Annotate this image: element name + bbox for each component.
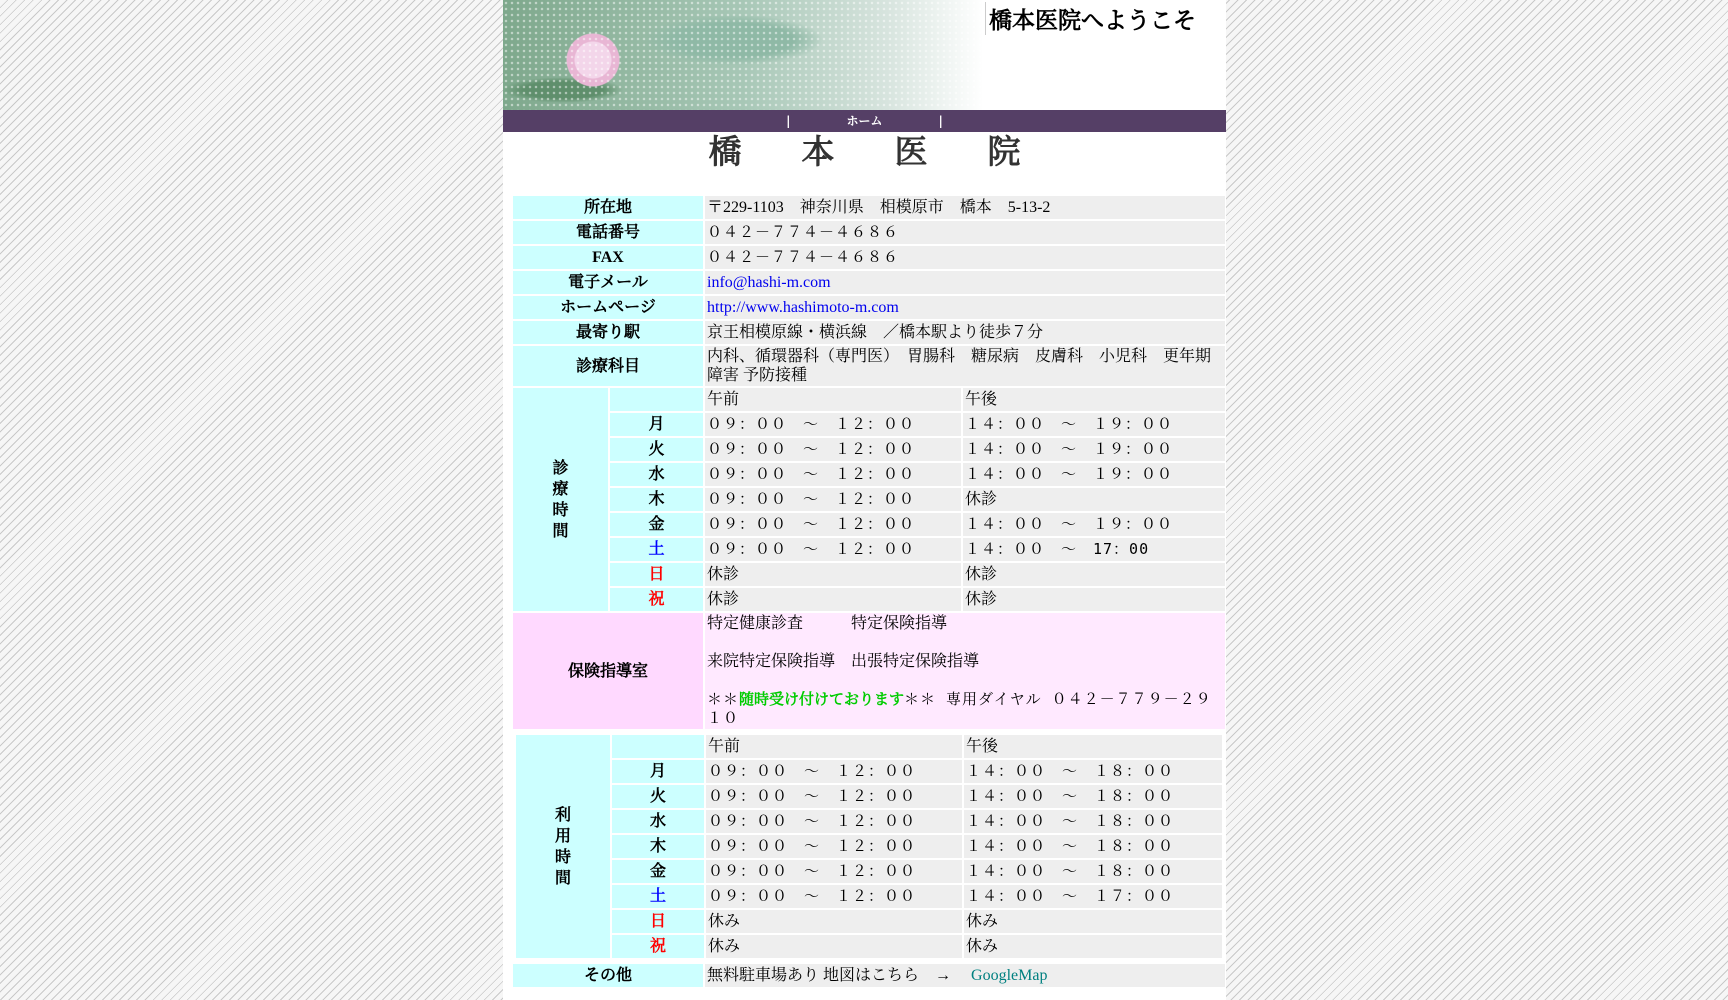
info-value xyxy=(705,271,1225,294)
table-row xyxy=(513,271,1225,294)
guidance-label: 保険指導室 xyxy=(513,613,703,729)
day-label: 月 xyxy=(612,760,704,783)
day-label: 土 xyxy=(612,885,704,908)
am-hours: ０９：００ ～ １２：００ xyxy=(705,513,961,536)
day-label: 木 xyxy=(612,835,704,858)
info-value: 京王相模原線・横浜線 ／橋本駅より徒歩７分 xyxy=(705,321,1225,344)
pm-hours: １４：００ ～ 17：00 xyxy=(963,538,1225,561)
table-row xyxy=(513,413,1225,436)
table-row xyxy=(516,885,1222,908)
table-row xyxy=(516,735,1222,758)
table-row xyxy=(513,346,1225,386)
pm-hours: １４：００ ～ １８：００ xyxy=(964,785,1222,808)
pm-hours: １４：００ ～ １９：００ xyxy=(963,413,1225,436)
day-label: 火 xyxy=(610,438,703,461)
pm-hours: 休み xyxy=(964,935,1222,958)
am-hours: ０９：００ ～ １２：００ xyxy=(706,835,962,858)
day-label: 祝 xyxy=(610,588,703,611)
googlemap-link[interactable]: GoogleMap xyxy=(971,967,1048,984)
info-value: 内科、循環器科（専門医） 胃腸科 糖尿病 皮膚科 小児科 更年期障害 予防接種 xyxy=(705,346,1225,386)
info-label: 電話番号 xyxy=(513,221,703,244)
day-label: 月 xyxy=(610,413,703,436)
parking-text: 無料駐車場あり 地図はこちら → xyxy=(707,967,952,984)
am-header: 午前 xyxy=(705,388,961,411)
guidance-line3 xyxy=(707,690,1223,728)
info-value: ０４２－７７４－４６８６ xyxy=(705,221,1225,244)
table-row xyxy=(516,785,1222,808)
info-value: ０４２－７７４－４６８６ xyxy=(705,246,1225,269)
table-row xyxy=(513,513,1225,536)
pm-hours: １４：００ ～ １７：００ xyxy=(964,885,1222,908)
day-header xyxy=(612,735,704,758)
table-row xyxy=(513,221,1225,244)
pm-hours: １４：００ ～ １９：００ xyxy=(963,513,1225,536)
pm-header: 午後 xyxy=(963,388,1225,411)
pm-hours: 休診 xyxy=(963,563,1225,586)
table-row xyxy=(513,613,1225,729)
guidance-line1: 特定健康診査 特定保険指導 xyxy=(707,615,948,632)
table-row xyxy=(516,835,1222,858)
info-label: FAX xyxy=(513,246,703,269)
day-label: 水 xyxy=(610,463,703,486)
am-hours: 休診 xyxy=(705,563,961,586)
am-hours: ０９：００ ～ １２：００ xyxy=(705,538,961,561)
am-hours: 休み xyxy=(706,935,962,958)
table-row xyxy=(513,296,1225,319)
pm-hours: 休み xyxy=(964,910,1222,933)
nav-home-link[interactable]: ホーム xyxy=(846,114,883,128)
homepage-link[interactable]: http://www.hashimoto-m.com xyxy=(707,299,899,316)
table-row xyxy=(513,563,1225,586)
table-row xyxy=(513,538,1225,561)
pm-hours: 休診 xyxy=(963,588,1225,611)
info-label: 電子メール xyxy=(513,271,703,294)
day-label: 水 xyxy=(612,810,704,833)
page-title: 橋本医院 xyxy=(708,132,1081,171)
day-label: 金 xyxy=(612,860,704,883)
table-row xyxy=(516,810,1222,833)
am-hours: 休み xyxy=(706,910,962,933)
email-link[interactable]: info@hashi-m.com xyxy=(707,274,831,291)
am-hours: ０９：００ ～ １２：００ xyxy=(705,413,961,436)
nav-bar xyxy=(503,110,1226,132)
am-hours: ０９：００ ～ １２：００ xyxy=(705,463,961,486)
other-table xyxy=(511,962,1227,989)
am-hours: ０９：００ ～ １２：００ xyxy=(705,438,961,461)
am-header: 午前 xyxy=(706,735,962,758)
table-row xyxy=(513,488,1225,511)
table-row xyxy=(516,935,1222,958)
day-label: 日 xyxy=(610,563,703,586)
guidance-line2: 来院特定保険指導 出張特定保険指導 xyxy=(707,653,980,670)
table-row xyxy=(513,246,1225,269)
am-hours: ０９：００ ～ １２：００ xyxy=(706,860,962,883)
welcome-heading: 橋本医院へようこそ xyxy=(985,2,1196,35)
info-label: 所在地 xyxy=(513,196,703,219)
table-row xyxy=(516,910,1222,933)
am-hours: 休診 xyxy=(705,588,961,611)
nav-separator: | xyxy=(786,114,791,128)
am-hours: ０９：００ ～ １２：００ xyxy=(706,885,962,908)
clinic-info-table xyxy=(511,194,1227,731)
day-label: 祝 xyxy=(612,935,704,958)
asterisks: ＊＊ xyxy=(707,690,740,708)
am-hours: ０９：００ ～ １２：００ xyxy=(705,488,961,511)
use-hours-label-text: 利用時間 xyxy=(555,806,572,887)
clinic-hours-label-text: 診療時間 xyxy=(552,459,569,540)
dial-number: ＊＊ 専用ダイヤル ０４２－７７９－２９１０ xyxy=(707,690,1212,727)
day-label: 木 xyxy=(610,488,703,511)
pm-header: 午後 xyxy=(964,735,1222,758)
day-label: 土 xyxy=(610,538,703,561)
day-label: 日 xyxy=(612,910,704,933)
other-label: その他 xyxy=(513,964,703,987)
nav-separator: | xyxy=(938,114,943,128)
table-row xyxy=(513,588,1225,611)
table-row xyxy=(513,321,1225,344)
info-label: ホームページ xyxy=(513,296,703,319)
header-banner xyxy=(503,0,1226,110)
table-row xyxy=(513,438,1225,461)
clinic-hours-label xyxy=(513,388,608,611)
pm-hours: １４：００ ～ １８：００ xyxy=(964,860,1222,883)
table-row xyxy=(513,463,1225,486)
pm-hours: １４：００ ～ １９：００ xyxy=(963,463,1225,486)
info-value: 〒229-1103 神奈川県 相模原市 橋本 5-13-2 xyxy=(705,196,1225,219)
page xyxy=(503,0,1226,1000)
day-label: 金 xyxy=(610,513,703,536)
day-header xyxy=(610,388,703,411)
pm-hours: １４：００ ～ １８：００ xyxy=(964,810,1222,833)
table-row xyxy=(516,760,1222,783)
table-row xyxy=(513,388,1225,411)
pm-hours: 休診 xyxy=(963,488,1225,511)
guidance-value xyxy=(705,613,1225,729)
pm-hours: １４：００ ～ １９：００ xyxy=(963,438,1225,461)
info-label: 診療科目 xyxy=(513,346,703,386)
am-hours: ０９：００ ～ １２：００ xyxy=(706,810,962,833)
am-hours: ０９：００ ～ １２：００ xyxy=(706,760,962,783)
table-row xyxy=(513,964,1225,987)
other-value xyxy=(705,964,1225,987)
pm-hours: １４：００ ～ １８：００ xyxy=(964,760,1222,783)
use-hours-table xyxy=(514,733,1224,960)
info-value xyxy=(705,296,1225,319)
lotus-banner-image xyxy=(503,0,983,110)
pm-hours: １４：００ ～ １８：００ xyxy=(964,835,1222,858)
accepting-notice: 随時受け付けております xyxy=(739,690,905,708)
table-row xyxy=(513,196,1225,219)
use-hours-label xyxy=(516,735,610,958)
day-label: 火 xyxy=(612,785,704,808)
table-row xyxy=(516,860,1222,883)
info-label: 最寄り駅 xyxy=(513,321,703,344)
am-hours: ０９：００ ～ １２：００ xyxy=(706,785,962,808)
